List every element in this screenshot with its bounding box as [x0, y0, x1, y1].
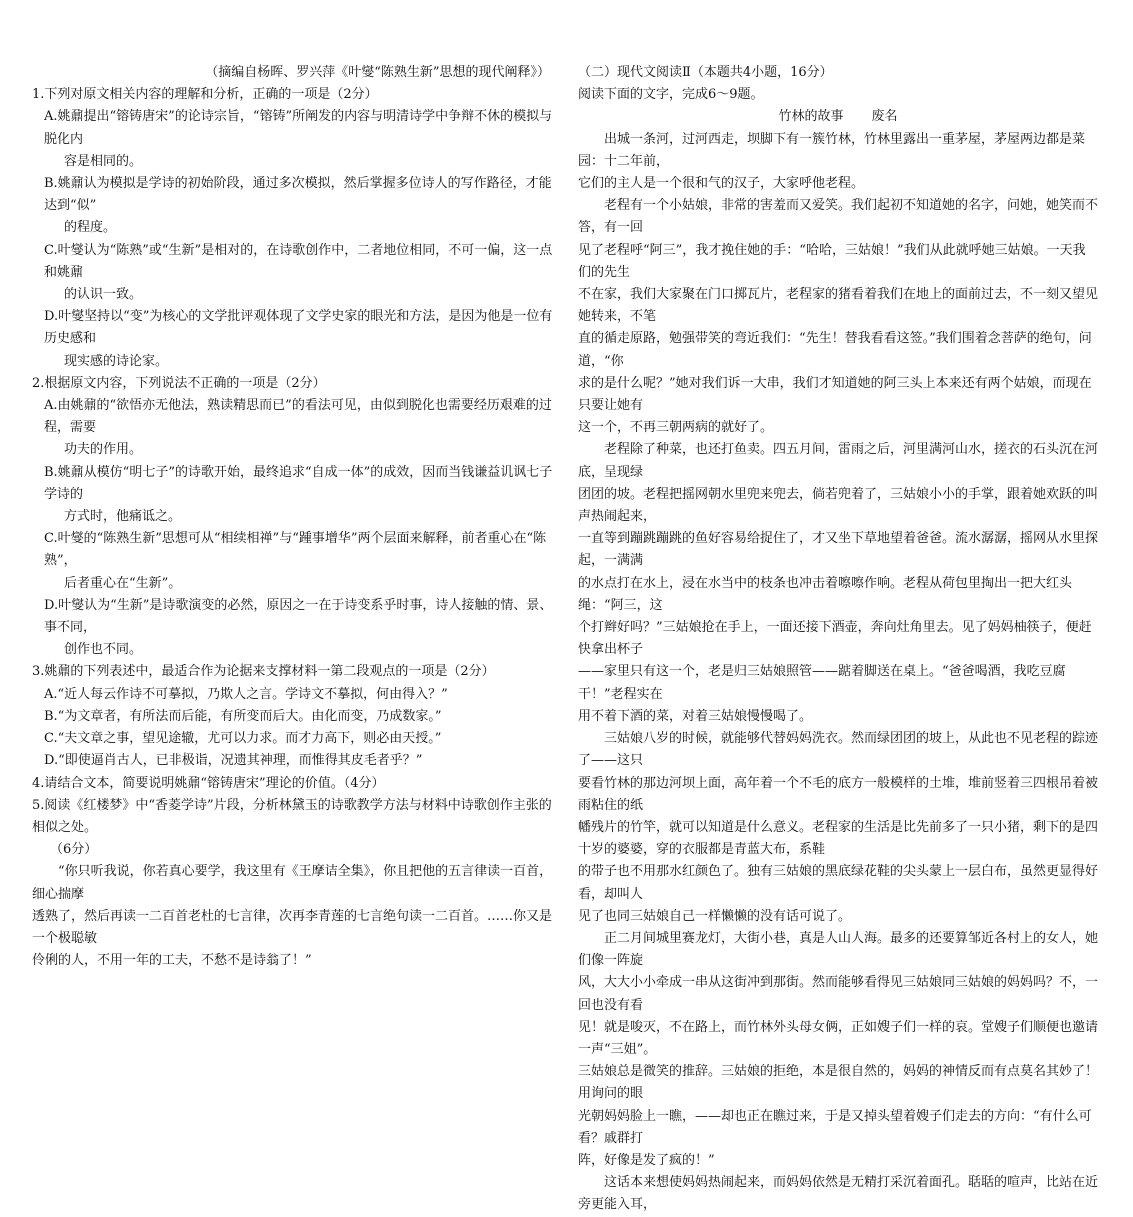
option-a: A.“近人每云作诗不可摹拟，乃欺人之言。学诗文不摹拟，何由得入？”	[44, 686, 448, 702]
story-line: 这一个，不再三朝两病的就好了。	[578, 420, 774, 436]
story-line: 这话本来想使妈妈热闹起来，而妈妈依然是无精打采沉着面孔。聒聒的喧声，比站在近旁更能入耳，	[578, 1175, 1099, 1213]
question-5	[32, 795, 560, 973]
right-column	[578, 62, 1098, 1217]
question-4: 4.请结合文本，简要说明姚鼐“镕铸唐宋”理论的价值。（4分）	[32, 775, 385, 791]
reading-instruction: 阅读下面的文字，完成6～9题。	[578, 87, 764, 103]
quote-line: 伶俐的人，不用一年的工夫，不愁不是诗翁了！”	[32, 953, 312, 969]
option-a: A.由姚鼐的“欲悟亦无他法，熟读精思而已”的看法可见，由似到脱化也需要经历艰难的过程，需要	[44, 398, 552, 436]
question-stem: 2.根据原文内容，下列说法不正确的一项是（2分）	[32, 375, 326, 391]
option-d: D.叶燮认为“生新”是诗歌演变的必然，原因之一在于诗变系乎时事，诗人接触的情、景、事不同，	[44, 597, 553, 636]
story-line: 用不着下酒的菜，对着三姑娘慢慢喝了。	[578, 708, 813, 724]
story-line: 一直等到蹦跳蹦跳的鱼好容易给捉住了，才又坐下草地望着爸爸。流水潺潺，摇网从水里探起，一满满	[578, 531, 1099, 569]
quote-line: 透熟了，然后再读一二百首老杜的七言律，次再李青莲的七言绝句读一二百首。……你又是一个极聪敏	[32, 908, 553, 946]
story-line: 见了也同三姑娘自己一样懒懒的没有话可说了。	[578, 908, 852, 924]
option-d: D.“即使逼肖古人，已非极诣，况遗其神理，而惟得其皮毛者乎？”	[44, 753, 423, 769]
story-line: 老程除了种菜，也还打鱼卖。四五月间，雷雨之后，河里满河山水，搓衣的石头沉在河底，呈现绿	[578, 442, 1099, 480]
story-line: 的带子也不用那水红颜色了。独有三姑娘的黑底绿花鞋的尖头蒙上一层白布，虽然更显得好看，却叫人	[578, 864, 1099, 902]
section-heading: （二）现代文阅读Ⅱ（本题共4小题，16分）	[578, 65, 833, 80]
quote-line: “你只听我说，你若真心要学，我这里有《王摩诘全集》，你且把他的五言律读一百首，细心揣摩	[32, 864, 553, 902]
story-line: 要看竹林的那边河坝上面，高年着一个不毛的底方一般模样的土堆，堆前竖着三四根吊着被雨粘住的纸	[578, 775, 1099, 813]
story-line: 风，大大小小牵成一串从这街冲到那街。然而能够看得见三姑娘同三姑娘的妈妈吗？不，一回也没有看	[578, 975, 1099, 1013]
left-column	[32, 62, 560, 972]
story-line: 光朝妈妈脸上一瞧，——却也正在瞧过来，于是又掉头望着嫂子们走去的方向：“有什么可看？戚群打	[578, 1108, 1092, 1146]
question-stem: 1.下列对原文相关内容的理解和分析，正确的一项是（2分）	[32, 87, 378, 103]
story-line: 三姑娘八岁的时候，就能够代替妈妈洗衣。然而绿团团的坡上，从此也不见老程的踪迹了——这只	[578, 731, 1099, 769]
option-a: A.姚鼐提出“镕铸唐宋”的论诗宗旨，“镕铸”所阐发的内容与明清诗学中争辩不休的模拟与脱化内	[44, 109, 553, 147]
option-c: C.“夫文章之事，望见途辙，尤可以力求。而才力高下，则必由天授。”	[44, 731, 442, 747]
story-line: 老程有一个小姑娘，非常的害羞而又爱笑。我们起初不知道她的名字，问她，她笑而不答，有一回	[578, 198, 1099, 236]
option-d-cont: 创作也不同。	[64, 642, 143, 658]
option-b-cont: 的程度。	[64, 220, 117, 236]
story-line: 见！就是唆灭，不在路上，而竹林外头母女俩，正如嫂子们一样的哀。堂嫂子们顺便也邀请一声“三姐”。	[578, 1019, 1099, 1057]
story-line: 见了老程呼“阿三”，我才挽住她的手：“哈哈，三姑娘！”我们从此就呼她三姑娘。一天我们的先生	[578, 242, 1086, 280]
question-stem: 5.阅读《红楼梦》中“香菱学诗”片段，分析林黛玉的诗歌教学方法与材料中诗歌创作主张的相似之处。	[32, 797, 552, 835]
option-d-cont: 现实感的诗论家。	[64, 353, 169, 369]
story-line: 它们的主人是一个很和气的汉子，大家呼他老程。	[578, 176, 865, 192]
story-line: 个打辫好吗？”三姑娘抢在手上，一面还接下酒壶，奔向灶角里去。见了妈妈柚筷子，便赶快拿出杯子	[578, 620, 1092, 658]
option-c-cont: 的认识一致。	[64, 287, 143, 303]
story-line: 求的是什么呢？”她对我们诉一大串，我们才知道她的阿三头上本来还有两个姑娘，而现在只要让她有	[578, 375, 1092, 414]
story-line: ——家里只有这一个，老是归三姑娘照管——踮着脚送在桌上。“爸爸喝酒，我吃豆腐干！”老程实在	[578, 664, 1066, 702]
option-b: B.“为文章者，有所法而后能，有所变而后大。由化而变，乃成数家。”	[44, 708, 442, 724]
story-title-line	[578, 106, 1098, 128]
story-line: 幡残片的竹竿，就可以知道是什么意义。老程家的生活是比先前多了一只小猪，剩下的是四十岁的婆婆，穿的衣服都是青蓝大布，系鞋	[578, 819, 1099, 858]
story-title: 竹林的故事	[778, 109, 844, 125]
question-stem: 3.姚鼐的下列表述中，最适合作为论据来支撑材料一第二段观点的一项是（2分）	[32, 664, 495, 680]
question-2	[32, 373, 560, 662]
story-body	[578, 129, 1098, 1217]
option-b-cont: 方式时，他痛诋之。	[64, 509, 182, 525]
story-line: 的水点打在水上，浸在水当中的枝条也冲击着嚓嚓作响。老程从荷包里掏出一把大红头绳：“阿三，这	[578, 575, 1073, 613]
option-b: B.姚鼐从模仿“明七子”的诗歌开始，最终追求“自成一体”的成效，因而当钱谦益讥讽七子学诗的	[44, 464, 553, 502]
question-points: （6分）	[50, 842, 98, 858]
source-citation: （摘编自杨晖、罗兴萍《叶燮“陈熟生新”思想的现代阐释》）	[205, 65, 550, 80]
option-b: B.姚鼐认为模拟是学诗的初始阶段，通过多次模拟，然后掌握多位诗人的写作路径，才能达到“似”	[44, 176, 552, 214]
option-a-cont: 容是相同的。	[64, 153, 143, 169]
question-1	[32, 84, 560, 373]
story-line: 阵，好像是发了疯的！”	[578, 1152, 715, 1168]
option-c: C.叶燮认为“陈熟”或“生新”是相对的，在诗歌创作中，二者地位相同，不可一偏，这一点和姚鼐	[44, 242, 553, 280]
option-d: D.叶燮坚持以“变”为核心的文学批评观体现了文学史家的眼光和方法，是因为他是一位有历史感和	[44, 309, 553, 347]
story-line: 出城一条河，过河西走，坝脚下有一簇竹林，竹林里露出一重茅屋，茅屋两边都是菜园：十二年前，	[578, 131, 1086, 169]
story-line: 正二月间城里赛龙灯，大街小巷，真是人山人海。最多的还要算邹近各村上的女人，她们像一阵旋	[578, 930, 1099, 969]
option-a-cont: 功夫的作用。	[64, 442, 143, 458]
story-line: 直的循走原路，勉强带笑的弯近我们：“先生！替我看看这签。”我们围着念菩萨的绝句，问道，“你	[578, 331, 1092, 369]
story-line: 团团的坡。老程把摇网朝水里兜来兜去，倘若兜着了，三姑娘小小的手掌，跟着她欢跃的叫声热闹起来，	[578, 486, 1099, 525]
option-c-cont: 后者重心在“生新”。	[64, 575, 182, 591]
question-3	[32, 661, 560, 772]
story-line: 三姑娘总是微笑的推辞。三姑娘的拒绝，本是很自然的，妈妈的神情反而有点莫名其妙了！用询问的眼	[578, 1064, 1099, 1102]
story-line: 不在家，我们大家聚在门口掷瓦片，老程家的猪看着我们在地上的面前过去，不一刻又望见她转来，不笔	[578, 287, 1099, 325]
option-c: C.叶燮的“陈熟生新”思想可从“相续相禅”与“踵事增华”两个层面来解释，前者重心在“陈熟”，	[44, 531, 547, 569]
story-author: 废名	[871, 109, 898, 125]
